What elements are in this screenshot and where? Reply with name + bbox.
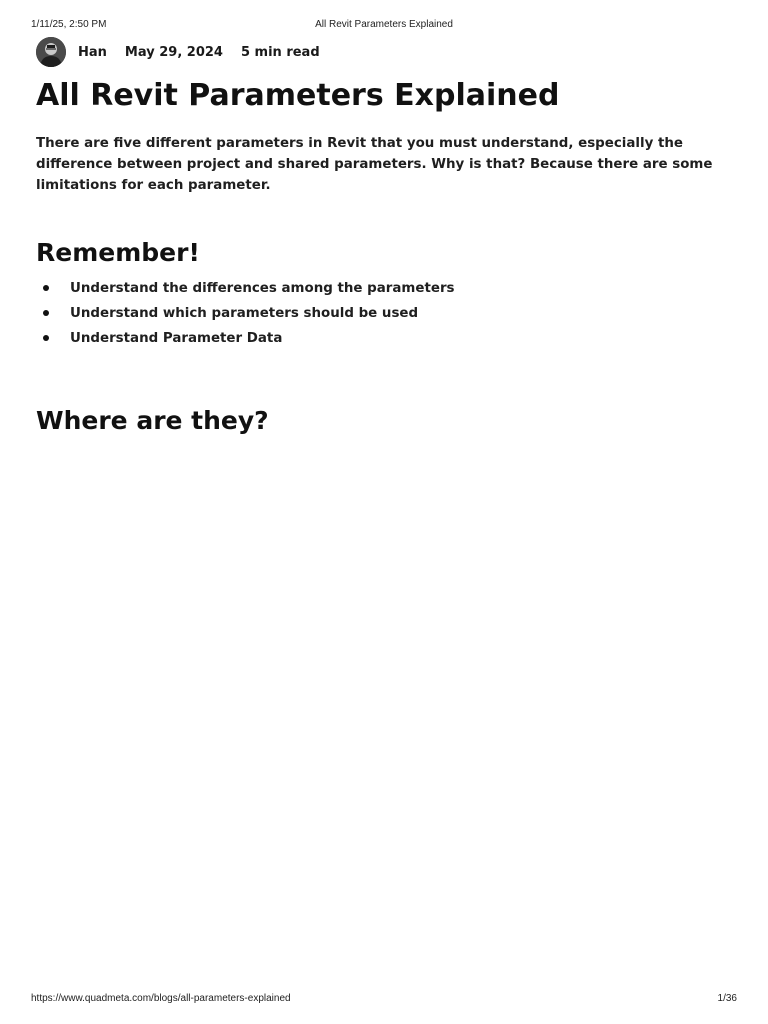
print-datetime: 1/11/25, 2:50 PM — [31, 19, 107, 30]
list-item — [36, 329, 455, 354]
bullet-icon — [43, 310, 49, 316]
list-item-text: Understand which parameters should be used — [70, 306, 419, 321]
author-name[interactable]: Han — [78, 44, 107, 60]
list-item — [36, 304, 455, 329]
page-url: https://www.quadmeta.com/blogs/all-parameters-explained — [31, 993, 291, 1004]
print-header — [31, 19, 737, 33]
where-heading: Where are they? — [36, 406, 269, 435]
intro-paragraph: There are five different parameters in Revit that you must understand, especially the difference between project and shared parameters. Why is that? Because there are some limitations for each parameter. — [36, 136, 713, 193]
bullet-icon — [43, 335, 49, 341]
print-page-title: All Revit Parameters Explained — [315, 19, 453, 30]
author-avatar[interactable] — [36, 37, 66, 67]
bullet-icon — [43, 285, 49, 291]
article-title: All Revit Parameters Explained — [36, 78, 560, 113]
list-item-text: Understand the differences among the parameters — [70, 281, 455, 296]
read-time: 5 min read — [240, 44, 320, 60]
remember-list — [36, 279, 455, 354]
author-meta-row — [36, 37, 338, 67]
remember-heading: Remember! — [36, 238, 200, 267]
publish-date: May 29, 2024 — [124, 44, 223, 60]
list-item-text: Understand Parameter Data — [70, 331, 283, 346]
avatar-portrait-icon — [36, 37, 66, 67]
page-number: 1/36 — [717, 993, 737, 1004]
print-footer — [31, 993, 737, 1007]
list-item — [36, 279, 455, 304]
